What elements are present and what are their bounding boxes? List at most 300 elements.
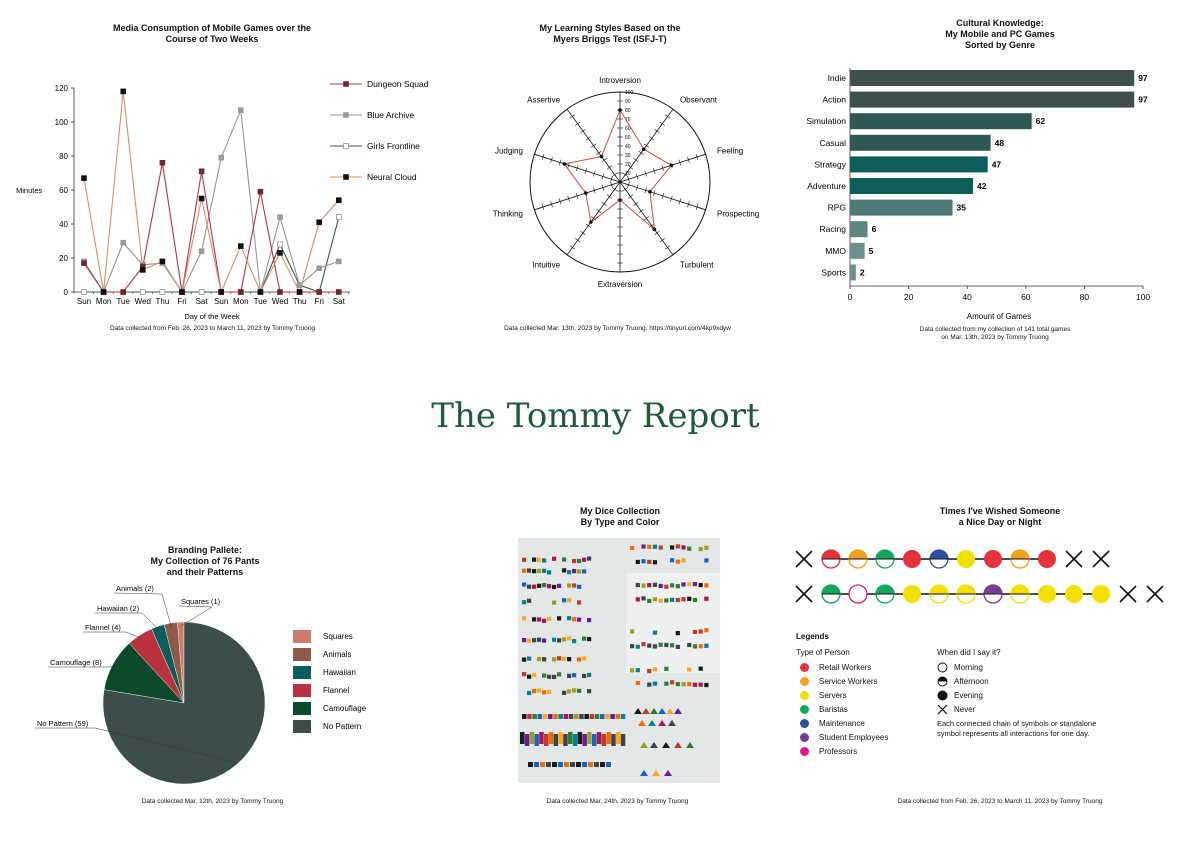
x-axis-label: Amount of Games — [966, 312, 1032, 321]
radar-axis-label: Turbulent — [679, 260, 714, 270]
radar-tick — [649, 137, 654, 141]
die — [630, 546, 634, 550]
person-label: Student Employees — [819, 732, 889, 742]
data-point — [82, 261, 87, 266]
die — [542, 657, 546, 661]
data-point — [317, 266, 322, 271]
die — [693, 683, 697, 687]
die — [664, 598, 668, 602]
wishes-explanation: Each connected chain of symbols or standalone symbol represents all interactions for one day. — [937, 719, 1097, 738]
slice-label: Animals (2) — [116, 584, 154, 593]
data-label: 47 — [991, 159, 1002, 170]
die — [647, 669, 651, 673]
die — [542, 690, 546, 694]
radar-tick — [591, 144, 596, 148]
die — [534, 762, 539, 767]
die — [527, 657, 531, 661]
die — [532, 617, 536, 621]
radar-tick — [586, 137, 591, 141]
photo-paper — [626, 573, 720, 673]
data-label: 5 — [868, 245, 874, 256]
die — [527, 714, 532, 719]
data-point — [140, 290, 145, 295]
die — [587, 673, 591, 677]
data-point — [317, 290, 322, 295]
die — [699, 667, 703, 671]
die — [537, 558, 541, 562]
radar-point — [648, 190, 652, 194]
radar-tick — [655, 231, 660, 235]
die — [577, 600, 581, 604]
die — [647, 583, 651, 587]
radar-point — [589, 220, 593, 224]
die — [534, 734, 539, 746]
die — [647, 599, 651, 603]
die — [525, 734, 530, 746]
die — [532, 714, 537, 719]
die — [537, 569, 541, 573]
die — [582, 569, 586, 573]
when-label: Never — [954, 704, 976, 714]
die — [553, 714, 558, 719]
data-point — [199, 196, 204, 201]
x-tick-label: 100 — [1135, 292, 1151, 302]
die — [547, 584, 551, 588]
die — [676, 645, 680, 649]
die — [621, 734, 626, 746]
die — [527, 585, 531, 589]
never-mark — [796, 586, 812, 602]
radar-axis-label: Intuitive — [532, 260, 561, 270]
die — [587, 637, 591, 641]
bar — [850, 156, 988, 172]
die — [590, 714, 595, 719]
die — [542, 638, 546, 642]
data-label: 2 — [859, 267, 865, 278]
die — [693, 630, 697, 634]
radar-tick — [565, 253, 570, 257]
radar-tick — [602, 158, 607, 162]
die — [564, 714, 569, 719]
category-label: RPG — [827, 202, 846, 213]
legend-marker — [344, 82, 349, 87]
slice-label: Flannel (4) — [85, 623, 121, 632]
die — [676, 584, 680, 588]
person-legend-item — [796, 688, 888, 702]
legend-swatch — [293, 648, 311, 661]
evening-icon — [937, 690, 948, 701]
die — [569, 714, 574, 719]
x-tick-label: Wed — [271, 297, 289, 306]
evening-mark — [1065, 585, 1083, 603]
die — [537, 638, 541, 642]
y-axis-label: Minutes — [16, 186, 43, 195]
die — [543, 714, 548, 719]
x-tick-label: Sat — [195, 297, 208, 306]
data-label: 97 — [1138, 94, 1148, 105]
die — [558, 762, 563, 767]
data-point — [199, 249, 204, 254]
die — [558, 714, 563, 719]
radar-tick-label: 10 — [625, 171, 631, 177]
die — [636, 597, 640, 601]
radar-tick — [639, 151, 644, 155]
radar-axis-label: Prospecting — [717, 209, 760, 219]
die — [699, 583, 703, 587]
die — [605, 714, 610, 719]
die — [579, 714, 584, 719]
radar-tick — [602, 202, 607, 206]
die — [537, 617, 541, 621]
die — [687, 643, 691, 647]
person-label: Baristas — [819, 704, 848, 714]
data-point — [121, 89, 126, 94]
die — [577, 657, 581, 661]
radar-tick — [570, 115, 575, 119]
die — [520, 732, 525, 744]
data-point — [336, 259, 341, 264]
die — [704, 558, 708, 562]
radar-chart-note: Data collected Mar. 13th, 2023 by Tommy Truong, https://tinyurl.com/4kp9xdyw — [504, 325, 731, 332]
die — [670, 558, 674, 562]
radar-axis-label: Judging — [494, 146, 523, 156]
wishes-chains — [780, 540, 1180, 615]
legends-title: Legends — [796, 632, 829, 641]
x-tick-label: 40 — [962, 292, 972, 302]
die — [693, 582, 697, 586]
die — [554, 734, 559, 746]
radar-tick-label: 60 — [625, 126, 631, 132]
never-mark — [796, 551, 812, 567]
radar-tick-label: 90 — [625, 99, 631, 105]
die — [670, 545, 674, 549]
die — [557, 616, 561, 620]
data-label: 97 — [1138, 73, 1148, 83]
die — [587, 689, 591, 693]
radar-tick-label: 40 — [625, 144, 631, 150]
radar-tick — [596, 209, 601, 213]
category-label: Action — [822, 94, 846, 105]
person-label: Maintenance — [819, 718, 865, 728]
die — [577, 585, 581, 589]
die — [532, 558, 536, 562]
die — [522, 638, 526, 642]
data-point — [297, 283, 302, 288]
die — [547, 617, 551, 621]
radar-tick — [607, 166, 612, 170]
die — [653, 667, 657, 671]
legend-swatch — [293, 684, 311, 697]
legend-swatch — [293, 702, 311, 715]
data-point — [140, 267, 145, 272]
evening-mark — [957, 550, 975, 568]
legend-label: Squares — [323, 632, 353, 641]
data-point — [121, 240, 126, 245]
die — [616, 732, 621, 744]
category-label: Simulation — [806, 116, 846, 127]
data-point — [160, 259, 165, 264]
bar-chart-note: Data collected from my collection of 141 total games on Mar. 13th, 2023 by Tommy Truong — [919, 326, 1071, 341]
radar-tick — [612, 188, 617, 192]
die — [647, 560, 651, 564]
y-tick-label: 40 — [59, 220, 68, 229]
bar — [850, 178, 973, 194]
category-label: Strategy — [814, 159, 846, 170]
legend-swatch — [293, 666, 311, 679]
afternoon-half — [876, 585, 894, 594]
data-point — [278, 242, 283, 247]
radar-axis-label: Assertive — [527, 95, 561, 105]
data-point — [121, 290, 126, 295]
die — [570, 762, 575, 767]
die — [610, 714, 615, 719]
die — [567, 689, 571, 693]
radar-point — [618, 198, 622, 202]
die — [670, 598, 674, 602]
die — [572, 617, 576, 621]
die — [537, 584, 541, 588]
data-point — [258, 290, 263, 295]
die — [522, 658, 526, 662]
radar-tick — [575, 122, 580, 126]
die — [664, 585, 668, 589]
legend-label: Hawaiian — [323, 668, 356, 677]
data-point — [219, 290, 224, 295]
radar-tick — [596, 151, 601, 155]
evening-mark — [1038, 585, 1056, 603]
legend-label: Girls Frontline — [367, 141, 420, 151]
die — [557, 638, 561, 642]
die — [659, 584, 663, 588]
morning-mark — [849, 585, 867, 603]
radar-axis-label: Extraversion — [597, 280, 643, 289]
die — [584, 714, 589, 719]
never-mark — [1147, 586, 1163, 602]
die — [699, 547, 703, 551]
afternoon-half — [930, 585, 948, 594]
die — [522, 569, 526, 573]
die — [562, 598, 566, 602]
die — [577, 569, 581, 573]
die — [562, 691, 566, 695]
legend-swatch — [293, 720, 311, 733]
never-mark — [1120, 586, 1136, 602]
category-label: Casual — [819, 137, 846, 148]
data-point — [258, 189, 263, 194]
die — [532, 673, 536, 677]
radar-tick-label: 50 — [625, 135, 631, 141]
when-legend-title: When did I say it? — [937, 648, 1001, 657]
legend-label: Neural Cloud — [367, 172, 417, 182]
person-label: Retail Workers — [819, 662, 872, 672]
afternoon-half — [1011, 585, 1029, 594]
radar-axis-label: Observant — [679, 95, 717, 105]
die — [527, 675, 531, 679]
data-point — [336, 215, 341, 220]
die — [681, 682, 685, 686]
radar-tick-label: 80 — [625, 108, 631, 114]
radar-tick — [633, 202, 638, 206]
bar — [850, 113, 1032, 129]
die — [636, 583, 640, 587]
die — [600, 762, 605, 767]
slice-label: Camouflage (8) — [50, 658, 102, 667]
die — [567, 674, 571, 678]
slice-label: No Pattern (59) — [37, 719, 89, 728]
legend-label: No Pattern — [323, 722, 362, 731]
person-label: Service Workers — [819, 676, 878, 686]
die — [572, 559, 576, 563]
category-label: Indie — [827, 73, 846, 83]
die — [527, 599, 531, 603]
die — [664, 667, 668, 671]
data-point — [297, 290, 302, 295]
data-label: 35 — [956, 202, 967, 213]
die — [532, 689, 536, 693]
die — [573, 734, 578, 746]
legend-marker — [344, 175, 349, 180]
y-tick-label: 20 — [59, 254, 68, 263]
person-label: Servers — [819, 690, 847, 700]
die — [641, 544, 645, 548]
die — [527, 639, 531, 643]
die — [532, 585, 536, 589]
die — [582, 637, 586, 641]
afternoon-half — [957, 585, 975, 594]
die — [528, 762, 533, 767]
data-point — [317, 220, 322, 225]
die — [647, 545, 651, 549]
data-label: 62 — [1035, 116, 1046, 127]
person-color-dot — [800, 691, 809, 700]
die — [670, 643, 674, 647]
when-legend-item — [937, 702, 989, 716]
x-tick-label: 20 — [903, 292, 914, 302]
die — [542, 558, 546, 562]
dice-title: My Dice Collection By Type and Color — [579, 506, 660, 527]
legend-label: Blue Archive — [367, 110, 415, 120]
die — [552, 557, 556, 561]
die — [611, 734, 616, 746]
die — [527, 691, 531, 695]
y-tick-label: 60 — [59, 186, 68, 195]
slice-label: Hawaiian (2) — [97, 604, 140, 613]
radar-tick — [670, 107, 675, 111]
die — [563, 734, 568, 746]
die — [704, 546, 708, 550]
series-line-dungeon-squad — [84, 163, 339, 292]
person-legend-item — [796, 744, 888, 758]
bar — [850, 135, 991, 151]
radar-tick — [628, 195, 633, 199]
die — [552, 585, 556, 589]
x-tick-label: Wed — [134, 297, 151, 306]
die — [636, 668, 640, 672]
radar-point — [600, 155, 604, 159]
when-legend-item — [937, 688, 989, 702]
die — [670, 680, 674, 684]
die — [549, 732, 554, 744]
radar-tick — [639, 209, 644, 213]
die — [577, 559, 581, 563]
bar — [850, 221, 868, 237]
x-tick-label: Thu — [155, 297, 170, 306]
slice-label: Squares (1) — [181, 597, 221, 606]
bar-chart — [780, 60, 1180, 325]
radar-tick — [565, 107, 570, 111]
die — [704, 644, 708, 648]
category-label: Racing — [819, 224, 846, 235]
die — [653, 597, 657, 601]
die — [587, 557, 591, 561]
evening-mark — [903, 550, 921, 568]
x-tick-label: Mon — [95, 297, 112, 306]
never-mark — [1093, 551, 1109, 567]
y-tick-label: 120 — [54, 84, 68, 93]
die — [687, 547, 691, 551]
die — [659, 599, 663, 603]
die — [676, 598, 680, 602]
radar-axis-label: Introversion — [599, 76, 641, 85]
die — [567, 598, 571, 602]
die — [641, 596, 645, 600]
die — [532, 569, 536, 573]
die — [567, 636, 571, 640]
die — [664, 643, 668, 647]
die — [544, 734, 549, 746]
die — [676, 631, 680, 635]
person-color-dot — [800, 663, 809, 672]
data-point — [238, 244, 243, 249]
person-color-dot — [800, 705, 809, 714]
die — [547, 570, 551, 574]
data-point — [82, 176, 87, 181]
die — [687, 582, 691, 586]
die — [578, 732, 583, 744]
die — [647, 683, 651, 687]
legend-label: Dungeon Squad — [367, 79, 429, 89]
y-tick-label: 80 — [59, 152, 68, 161]
bar — [850, 70, 1134, 86]
die — [602, 734, 607, 746]
die — [699, 644, 703, 648]
die — [542, 673, 546, 677]
dice-photo — [518, 538, 720, 783]
afternoon-icon — [937, 676, 948, 687]
x-tick-label: Tue — [253, 297, 268, 306]
die — [522, 672, 526, 676]
die — [537, 688, 541, 692]
die — [577, 689, 581, 693]
x-tick-label: 0 — [847, 292, 853, 302]
die — [522, 582, 526, 586]
person-color-dot — [800, 747, 809, 756]
when-legend-item — [937, 674, 989, 688]
die — [588, 762, 593, 767]
afternoon-half — [822, 585, 840, 594]
die — [621, 714, 626, 719]
die — [567, 570, 571, 574]
radar-tick — [665, 246, 670, 250]
leader-line — [83, 632, 142, 639]
afternoon-half — [876, 550, 894, 559]
die — [606, 732, 611, 744]
data-point — [336, 198, 341, 203]
die — [670, 583, 674, 587]
die — [699, 629, 703, 633]
person-label: Professors — [819, 746, 858, 756]
data-label: 6 — [871, 224, 877, 235]
